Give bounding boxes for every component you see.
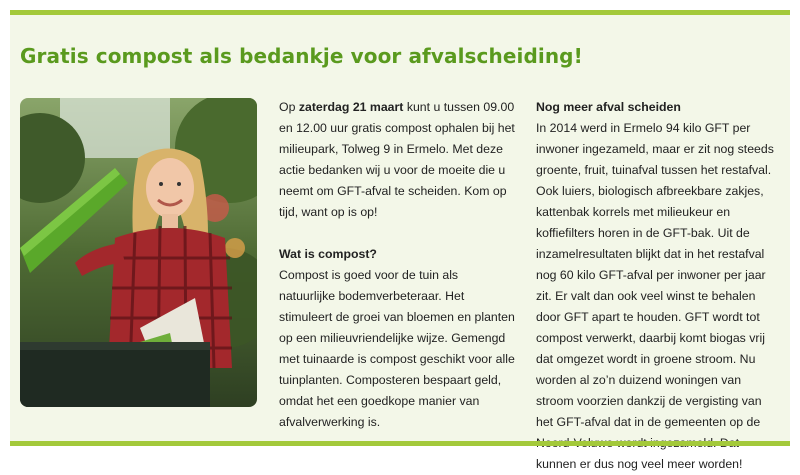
spacer — [279, 223, 517, 244]
photo-illustration — [20, 98, 257, 407]
column-right — [536, 97, 781, 475]
article-photo — [20, 98, 257, 407]
intro-text-start: Op — [279, 100, 299, 114]
column-left — [279, 97, 517, 433]
subheading-compost: Wat is compost? — [279, 247, 377, 261]
article-headline: Gratis compost als bedankje voor afvalscheiding! — [20, 44, 583, 68]
intro-text-end: kunt u tussen 09.00 en 12.00 uur gratis compost ophalen bij het milieupark, Tolweg 9 in Ermelo. Met deze actie bedanken wij u voor de moeite die u neemt om GFT-afval te scheiden. Kom op tijd, want op is op! — [279, 100, 515, 219]
subheading-more-sorting: Nog meer afval scheiden — [536, 100, 681, 114]
more-sorting-paragraph: In 2014 werd in Ermelo 94 kilo GFT per inwoner ingezameld, maar er zit nog steeds groente, fruit, tuinafval tussen het restafval. Ook luiers, biologisch afbreekbare zakjes, kattenbak korrels met milieukeur en koffiefilters horen in de GFT-bak. Uit de inzamelresultaten blijkt dat in het restafval nog 60 kilo GFT-afval per inwoner per jaar zit. Er valt dan ook veel winst te behalen door GFT apart te houden. GFT wordt tot compost verwerkt, daarbij komt biogas vrij dat omgezet wordt in groene stroom. Nu worden al zo’n duizend woningen van stroom voorzien dankzij de vergisting van het GFT-afval dat in de gemeenten op de kunnen er dus nog veel meer worden! — [536, 121, 774, 471]
intro-date: zaterdag 21 maart — [298, 100, 404, 114]
top-divider — [10, 10, 790, 15]
intro-paragraph — [279, 97, 517, 223]
compost-paragraph: Compost is goed voor de tuin als natuurlijke bodemverbeteraar. Het stimuleert de groei van bloemen en planten op een milieuvriendelijke wijze. Gemengd met tuinaarde is compost geschikt voor alle tuinplanten. Composteren bespaart geld, omdat het een goedkope manier van afvalverwerking is. — [279, 268, 515, 429]
article-panel — [10, 10, 790, 471]
bottom-divider — [10, 441, 790, 446]
